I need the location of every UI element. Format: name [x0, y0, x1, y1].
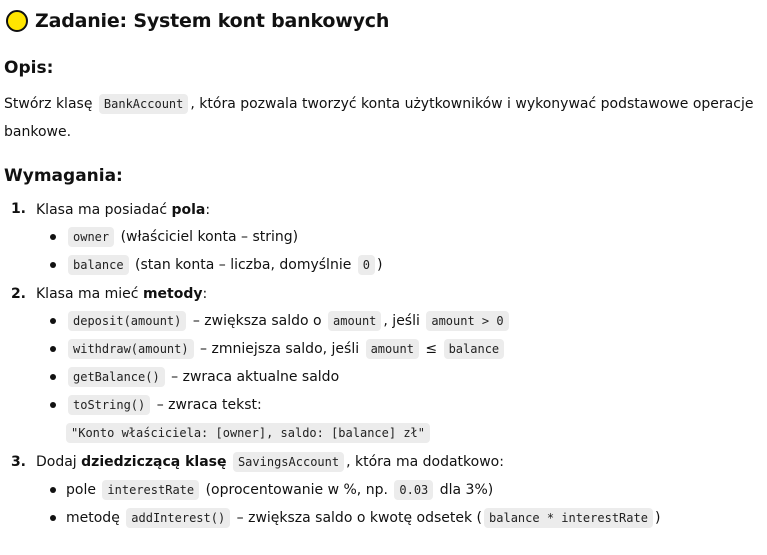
item-2-sub-1-text: – zwiększa saldo o — [192, 313, 322, 329]
item-2-sub-3-text: – zwraca aktualne saldo — [171, 369, 340, 385]
item-1-sub-1 — [66, 224, 298, 250]
bullet-icon — [50, 234, 56, 240]
bullet-icon — [50, 346, 56, 352]
item-2-pre: Klasa ma mieć — [36, 286, 139, 302]
savingsaccount-code: SavingsAccount — [233, 452, 344, 472]
amount-code: amount — [366, 339, 419, 359]
item-2-sub-1-text2: , jeśli — [383, 313, 420, 329]
item-1-number: 1. — [10, 201, 26, 217]
item-3-sub-2-text: – zwiększa saldo o kwotę odsetek ( — [236, 510, 483, 526]
item-2-sub-2-text: – zmniejsza saldo, jeśli — [200, 341, 360, 357]
item-3-sub-1-tail: dla 3%) — [439, 482, 494, 498]
item-1-post: : — [205, 202, 211, 218]
item-3-number: 3. — [10, 454, 26, 470]
amount-code: amount — [328, 311, 381, 331]
bankaccount-code: BankAccount — [99, 94, 188, 114]
getbalance-code: getBalance() — [68, 367, 165, 387]
tostring-code: toString() — [68, 395, 150, 415]
item-3-sub-1-text: (oprocentowanie w %, np. — [205, 482, 388, 498]
interest-formula-code: balance * interestRate — [484, 508, 653, 528]
item-3-post: , która ma dodatkowo: — [346, 454, 504, 470]
withdraw-code: withdraw(amount) — [68, 339, 194, 359]
item-1-sub-2-text: (stan konta – liczba, domyślnie — [135, 257, 352, 273]
item-1-pre: Klasa ma posiadać — [36, 202, 168, 218]
opis-text-after: , która pozwala tworzyć konta użytkowników i wykonywać podstawowe operacje bankowe. — [4, 96, 754, 140]
bullet-icon — [50, 262, 56, 268]
item-2-sub-4-text: – zwraca tekst: — [156, 397, 262, 413]
item-3-sub-2 — [66, 505, 660, 531]
page-title: Zadanie: System kont bankowych — [35, 10, 390, 32]
item-2-sub-1 — [66, 308, 511, 334]
wymagania-heading: Wymagania: — [4, 166, 123, 186]
amount-gt-zero-code: amount > 0 — [426, 311, 508, 331]
deposit-code: deposit(amount) — [68, 311, 186, 331]
opis-paragraph — [4, 90, 759, 146]
item-3-bold: dziedziczącą klasę — [81, 454, 227, 470]
item-3-sub-2-pre: metodę — [66, 510, 120, 526]
item-3-sub-1 — [66, 477, 493, 503]
item-1-sub-2 — [66, 252, 382, 278]
tostring-output-code: "Konto właściciela: [owner], saldo: [balance] zł" — [66, 423, 430, 443]
item-2-number: 2. — [10, 286, 26, 302]
leq-symbol: ≤ — [425, 341, 438, 357]
balance-code: balance — [68, 255, 129, 275]
title-row — [6, 10, 389, 32]
bullet-icon — [50, 487, 56, 493]
tostring-output — [64, 420, 432, 446]
addinterest-code: addInterest() — [126, 508, 230, 528]
item-2-post: : — [202, 286, 208, 302]
item-1-sub-2-tail: ) — [377, 257, 383, 273]
rate-example-code: 0.03 — [394, 480, 433, 500]
item-1 — [36, 197, 210, 223]
item-2-sub-4 — [66, 392, 262, 418]
item-3 — [36, 449, 504, 475]
bullet-icon — [50, 374, 56, 380]
item-3-pre: Dodaj — [36, 454, 77, 470]
opis-heading: Opis: — [4, 58, 54, 78]
item-2 — [36, 281, 207, 307]
item-2-bold: metody — [142, 286, 203, 302]
item-3-sub-2-tail: ) — [654, 510, 661, 526]
item-2-sub-3 — [66, 364, 339, 390]
yellow-circle-icon — [6, 10, 28, 32]
zero-code: 0 — [358, 255, 375, 275]
bullet-icon — [50, 402, 56, 408]
balance-code: balance — [444, 339, 505, 359]
bullet-icon — [50, 515, 56, 521]
item-1-bold: pola — [171, 202, 206, 218]
opis-text-before: Stwórz klasę — [4, 96, 93, 112]
bullet-icon — [50, 318, 56, 324]
item-1-sub-1-text: (właściciel konta – string) — [120, 229, 299, 245]
item-3-sub-1-pre: pole — [66, 482, 96, 498]
interestrate-code: interestRate — [102, 480, 199, 500]
item-2-sub-2 — [66, 336, 506, 362]
owner-code: owner — [68, 227, 114, 247]
